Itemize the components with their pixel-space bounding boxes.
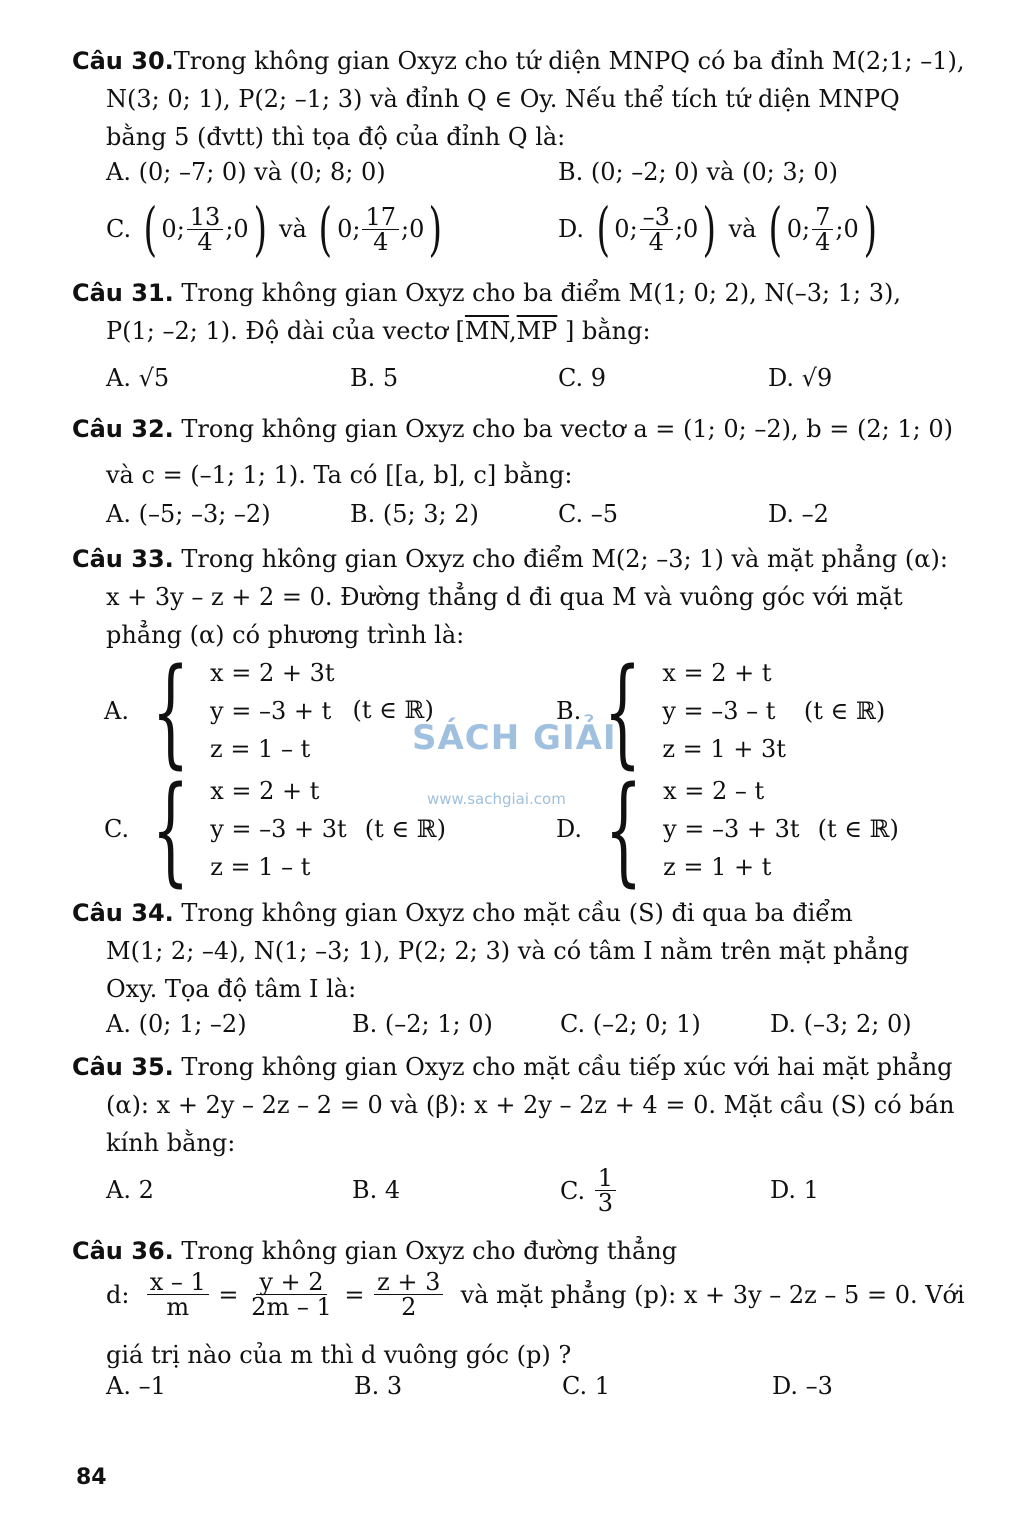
question-34 (72, 894, 977, 1008)
watermark-logo (412, 718, 617, 808)
question-35-text-1: Trong không gian Oxyz cho mặt cầu tiếp xúc với hai mặt phẳng (181, 1053, 953, 1081)
question-30-text-2: N(3; 0; 1), P(2; –1; 3) và đỉnh Q ∈ Oy. Nếu thể tích tứ diện MNPQ (106, 85, 900, 113)
q33-option-c: C. { x = 2 + t y = –3 + 3t z = 1 – t (t ∈ ℝ) (104, 760, 447, 898)
q33-b-domain: (t ∈ ℝ) (803, 697, 886, 725)
q34-option-d: D. (–3; 2; 0) (770, 1010, 912, 1038)
question-32 (72, 410, 977, 494)
question-35-text-2: (α): x + 2y – 2z – 2 = 0 và (β): x + 2y – 2z + 4 = 0. Mặt cầu (S) có bán (106, 1091, 955, 1119)
question-35-head: Câu 35. (72, 1053, 174, 1081)
question-31-options (106, 364, 966, 404)
q35-option-d: D. 1 (770, 1176, 819, 1204)
question-33-text-2: x + 3y – z + 2 = 0. Đường thẳng d đi qua M và vuông góc với mặt (106, 583, 903, 611)
question-30 (72, 42, 977, 156)
q32-option-d: D. –2 (768, 500, 829, 528)
q30-d-frac-1: $\frac{-3}{4}$ (640, 205, 673, 254)
q33-option-b: B. { x = 2 + t y = –3 – t z = 1 + 3t (t ∈ ℝ) (556, 642, 886, 780)
question-34-head: Câu 34. (72, 899, 174, 927)
q30-option-c (106, 195, 447, 263)
q31-option-d: D. √9 (768, 364, 833, 392)
q30-option-b: B. (0; –2; 0) và (0; 3; 0) (558, 158, 838, 186)
q30-c-frac-2: $\frac{17}{4}$ (362, 205, 399, 254)
q30-c-and: và (278, 215, 307, 243)
q30-d-and: và (728, 215, 757, 243)
q34-option-c: C. (–2; 0; 1) (560, 1010, 701, 1038)
question-35-text-3: kính bằng: (106, 1129, 236, 1157)
q30-d-label: D. (558, 215, 585, 243)
question-34-options (106, 1010, 966, 1050)
question-33-head: Câu 33. (72, 545, 174, 573)
q30-c-pre-1: 0; (161, 215, 185, 243)
q36-frac-y: $\frac{y + 2}{2m - 1}$ (251, 1268, 332, 1321)
question-32-text-2: và c = (–1; 1; 1). Ta có [[a, b], c] bằng: (106, 461, 573, 489)
q36-plane-text: và mặt phẳng (p): x + 3y – 2z – 5 = 0. Với (460, 1280, 965, 1309)
question-30-options-ab (106, 158, 966, 198)
q30-c-point-1: ( 0; $\frac{13}{4}$ ;0 ) (143, 195, 267, 263)
question-36-options (106, 1372, 966, 1412)
question-36 (72, 1232, 977, 1270)
q32-option-c: C. –5 (558, 500, 619, 528)
vector-mn: $\overline{MN}$ (464, 317, 509, 345)
q35-option-b: B. 4 (352, 1176, 401, 1204)
watermark-url: www.sachgiai.com (427, 790, 566, 808)
question-33 (72, 540, 977, 654)
q36-line-equation: d: $\frac{x - 1}{m}$ = $\frac{y + 2}{2m - 1}$ = $\frac{z + 3}{2}$ và mặt phẳng (p): x + 3y – 2z – 5 = 0. Với (106, 1268, 965, 1321)
q36-option-c: C. 1 (562, 1372, 611, 1400)
q35-option-c: C. $\frac{1}{3}$ (560, 1166, 618, 1215)
question-31-text-2: P(1; –2; 1). Độ dài của vectơ [$\overline{MN},\overline{MP}$ ] bằng: (106, 317, 651, 345)
question-30-text-1: Trong không gian Oxyz cho tứ diện MNPQ có ba đỉnh M(2;1; –1), (173, 47, 965, 75)
q36-option-d: D. –3 (772, 1372, 833, 1400)
q30-d-point-2: ( 0; $\frac{7}{4}$ ;0 ) (768, 195, 877, 263)
q30-c-post-1: ;0 (225, 215, 249, 243)
q32-option-a: A. (–5; –3; –2) (106, 500, 271, 528)
q34-option-a: A. (0; 1; –2) (106, 1010, 247, 1038)
question-33-text-3: phẳng (α) có phương trình là: (106, 621, 465, 649)
question-34-text-1: Trong không gian Oxyz cho mặt cầu (S) đi qua ba điểm (181, 899, 853, 927)
question-35-options (106, 1166, 966, 1224)
q33-option-d: D. { x = 2 – t y = –3 + 3t z = 1 + t (t ∈ ℝ) (556, 760, 899, 898)
question-36-text-1: Trong không gian Oxyz cho đường thẳng (181, 1237, 678, 1265)
q30-c-label: C. (106, 215, 132, 243)
q30-option-d (558, 195, 881, 263)
page-number: 84 (76, 1465, 107, 1490)
question-31-head: Câu 31. (72, 279, 174, 307)
q30-d-pre-1: 0; (614, 215, 638, 243)
question-32-head: Câu 32. (72, 415, 174, 443)
question-30-head: Câu 30. (72, 47, 174, 75)
q30-d-post-1: ;0 (674, 215, 699, 243)
q30-c-pre-2: 0; (337, 215, 361, 243)
q30-d-post-2: ;0 (835, 215, 859, 243)
q35-option-a: A. 2 (106, 1176, 154, 1204)
q30-option-a: A. (0; –7; 0) và (0; 8; 0) (106, 158, 386, 186)
q36-text-3: giá trị nào của m thì d vuông góc (p) ? (106, 1341, 572, 1369)
q31-option-a: A. √5 (106, 364, 170, 392)
question-34-text-2: M(1; 2; –4), N(1; –3; 1), P(2; 2; 3) và có tâm I nằm trên mặt phẳng (106, 937, 910, 965)
q30-d-point-1: ( 0; $\frac{-3}{4}$ ;0 ) (596, 195, 717, 263)
q30-c-post-2: ;0 (401, 215, 425, 243)
q31-option-c: C. 9 (558, 364, 607, 392)
question-34-text-3: Oxy. Tọa độ tâm I là: (106, 975, 357, 1003)
q36-frac-x: $\frac{x - 1}{m}$ (147, 1270, 209, 1319)
question-31 (72, 274, 977, 350)
question-30-options-cd (106, 195, 966, 263)
watermark-brand: SÁCH GIẢI (412, 718, 617, 758)
q30-c-frac-1: $\frac{13}{4}$ (187, 205, 224, 254)
question-33-text-1: Trong hkông gian Oxyz cho điểm M(2; –3; 1) và mặt phẳng (α): (181, 545, 948, 573)
q33-a-domain: (t ∈ ℝ) (352, 696, 434, 724)
vector-mp: $\overline{MP}$ (516, 317, 558, 345)
q34-option-b: B. (–2; 1; 0) (352, 1010, 493, 1038)
q36-frac-z: $\frac{z + 3}{2}$ (374, 1270, 443, 1319)
q36-option-b: B. 3 (354, 1372, 403, 1400)
q30-d-frac-2: $\frac{7}{4}$ (812, 205, 833, 254)
question-35 (72, 1048, 977, 1162)
q30-c-point-2: ( 0; $\frac{17}{4}$ ;0 ) (319, 195, 443, 263)
q33-c-domain: (t ∈ ℝ) (364, 815, 447, 843)
q32-option-b: B. (5; 3; 2) (350, 500, 479, 528)
q33-d-domain: (t ∈ ℝ) (817, 815, 899, 843)
q31-option-b: B. 5 (350, 364, 399, 392)
q33-option-a: A. { x = 2 + 3t y = –3 + t z = 1 – t (t ∈ ℝ) (104, 642, 434, 780)
question-30-text-3: bằng 5 (đvtt) thì tọa độ của đỉnh Q là: (106, 123, 566, 151)
question-32-text-1: Trong không gian Oxyz cho ba vectơ a = (1; 0; –2), b = (2; 1; 0) (181, 415, 953, 443)
question-31-text-1: Trong không gian Oxyz cho ba điểm M(1; 0; 2), N(–3; 1; 3), (181, 279, 902, 307)
question-32-options (106, 500, 966, 540)
question-36-head: Câu 36. (72, 1237, 174, 1265)
q36-option-a: A. –1 (106, 1372, 166, 1400)
q35-c-fraction: $\frac{1}{3}$ (595, 1166, 616, 1215)
q30-d-pre-2: 0; (786, 215, 811, 243)
